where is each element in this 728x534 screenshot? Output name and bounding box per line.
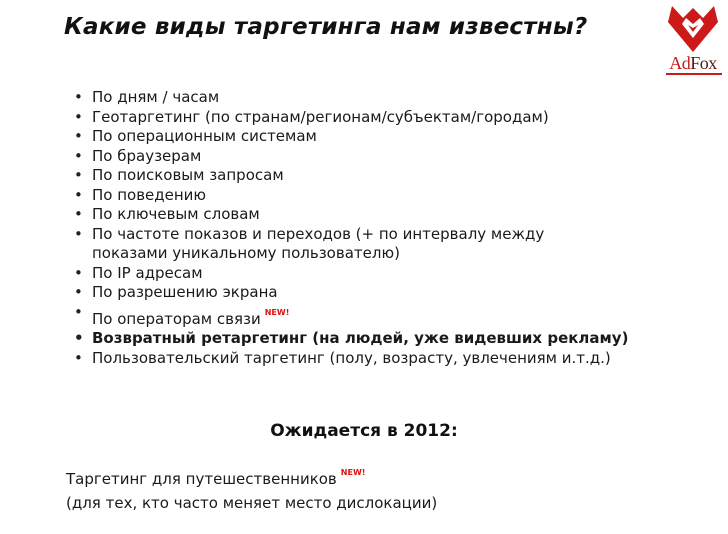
list-item: • По поисковым запросам [74, 166, 674, 186]
list-item: • По операторам связи $^{NEW!}$ [74, 303, 674, 330]
list-item: • По операционным системам [74, 127, 674, 147]
expected-heading: Ожидается в 2012: [270, 421, 458, 441]
list-item: • По частоте показов и переходов (+ по интервалу между показами уникальному пользователю) [74, 225, 674, 264]
list-item: • По дням / часам [74, 88, 674, 108]
future-targeting [66, 461, 437, 515]
list-item-continuation: показами уникальному пользователю) [92, 244, 400, 262]
list-item: • По ключевым словам [74, 205, 674, 225]
adfox-logo [664, 2, 722, 76]
list-item: • По поведению [74, 186, 674, 206]
targeting-list [74, 88, 674, 368]
adfox-heart-logo-icon [664, 2, 722, 54]
future-line-1: Таргетинг для путешественников [66, 470, 337, 488]
logo-wordmark: AdFox [669, 53, 717, 73]
slide-title: Какие виды таргетинга нам известны? [64, 14, 588, 40]
list-item: • Пользовательский таргетинг (полу, возрасту, увлечениям и.т.д.) [74, 349, 674, 369]
list-item-highlighted: • Возвратный ретаргетинг (на людей, уже видевших рекламу) [74, 329, 674, 349]
logo-underline [666, 73, 722, 75]
list-item: • Геотаргетинг (по странам/регионам/субъектам/городам) [74, 108, 674, 128]
list-item: • По IP адресам [74, 264, 674, 284]
list-item: • По браузерам [74, 147, 674, 167]
new-badge: NEW! [340, 468, 366, 477]
list-item: • По разрешению экрана [74, 283, 674, 303]
new-badge: NEW! [264, 307, 290, 317]
future-line-2: (для тех, кто часто меняет место дислокации) [66, 494, 438, 512]
